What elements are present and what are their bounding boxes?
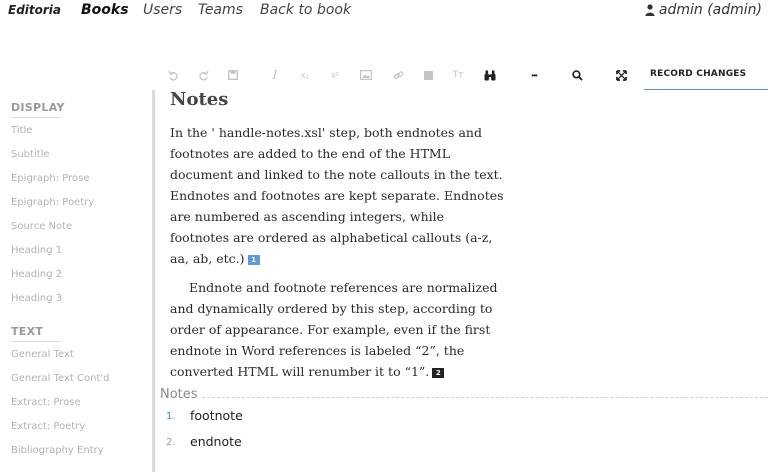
paragraph-1-text: In the ' handle-notes.xsl' step, both endnotes and footnotes are added to the end of the HTML document and linked to the note callouts in the text. Endnotes and footnotes are kept separate. Endnotes are numbered as ascending integers, while footnotes are ordered as alphabetical callouts (a-z, aa, ab, etc.)	[170, 125, 504, 266]
note-text-1[interactable]: footnote	[190, 408, 243, 423]
style-item-heading-2[interactable]: Heading 2	[11, 269, 63, 280]
nav-link-users[interactable]: Users	[143, 2, 183, 18]
style-item-epigraph-prose[interactable]: Epigraph: Prose	[11, 173, 90, 184]
notes-header	[160, 386, 768, 404]
nav-link-books[interactable]: Books	[81, 2, 129, 18]
style-item-general-text[interactable]: General Text	[11, 349, 74, 360]
style-item-epigraph-poetry[interactable]: Epigraph: Poetry	[11, 197, 95, 208]
note-number-1: 1.	[166, 411, 176, 422]
style-item-extract-poetry[interactable]: Extract: Poetry	[11, 421, 86, 432]
display-group-title: DISPLAY	[11, 101, 61, 118]
font-size-icon[interactable]: Tт	[452, 70, 464, 80]
style-item-heading-1[interactable]: Heading 1	[11, 245, 63, 256]
nav-link-back-to-book[interactable]: Back to book	[260, 2, 352, 18]
style-item-heading-3[interactable]: Heading 3	[11, 293, 63, 304]
note-number-2: 2.	[166, 437, 176, 448]
binoculars-icon[interactable]	[481, 66, 499, 84]
nav-link-teams[interactable]: Teams	[198, 2, 243, 18]
undo-icon[interactable]	[164, 66, 182, 84]
paragraph-2-text: Endnote and footnote references are normalized and dynamically ordered by this step, according to order of appearance. For example, even if the first endnote in Word references is labeled “2”, the converted HTML will renumber it to “1”.	[170, 280, 498, 379]
style-item-subtitle[interactable]: Subtitle	[11, 149, 50, 160]
top-nav	[0, 0, 768, 26]
style-sidebar	[0, 92, 152, 472]
style-item-source-note[interactable]: Source Note	[11, 221, 73, 232]
document-heading[interactable]: Notes	[170, 89, 229, 110]
note-callout-1[interactable]: 1	[248, 255, 260, 265]
notes-divider	[202, 397, 768, 398]
sidebar-divider	[152, 90, 155, 472]
image-icon[interactable]	[357, 66, 375, 84]
document-editor[interactable]	[170, 88, 510, 382]
subscript-icon[interactable]: x₂	[301, 70, 309, 80]
note-text-2[interactable]: endnote	[190, 434, 242, 449]
superscript-icon[interactable]: x²	[331, 70, 339, 80]
user-name: admin (admin)	[658, 2, 762, 18]
user-icon	[645, 4, 655, 16]
editor-toolbar	[160, 62, 768, 90]
style-item-extract-prose[interactable]: Extract: Prose	[11, 397, 81, 408]
redo-icon[interactable]	[194, 66, 212, 84]
notes-title: Notes	[160, 387, 198, 402]
note-callout-2[interactable]: 2	[432, 368, 444, 378]
fullscreen-icon[interactable]	[612, 66, 630, 84]
save-icon[interactable]	[224, 66, 242, 84]
style-item-bibliography-entry[interactable]: Bibliography Entry	[11, 445, 104, 456]
brand-logo[interactable]: Editoria	[8, 3, 62, 17]
search-icon[interactable]	[568, 66, 586, 84]
paragraph-2[interactable]	[170, 277, 504, 382]
more-icon[interactable]: •••	[531, 70, 537, 80]
paragraph-1[interactable]	[170, 122, 504, 269]
square-icon[interactable]	[419, 66, 437, 84]
record-changes-tab[interactable]	[644, 62, 768, 90]
user-menu[interactable]	[645, 2, 762, 18]
style-item-title[interactable]: Title	[11, 125, 33, 136]
notes-section	[160, 386, 768, 449]
link-icon[interactable]	[389, 66, 407, 84]
italic-icon[interactable]: I	[272, 68, 278, 82]
record-changes-label: RECORD CHANGES	[650, 69, 747, 79]
text-group-title: TEXT	[11, 325, 61, 342]
style-item-general-text-contd[interactable]: General Text Cont'd	[11, 373, 110, 384]
